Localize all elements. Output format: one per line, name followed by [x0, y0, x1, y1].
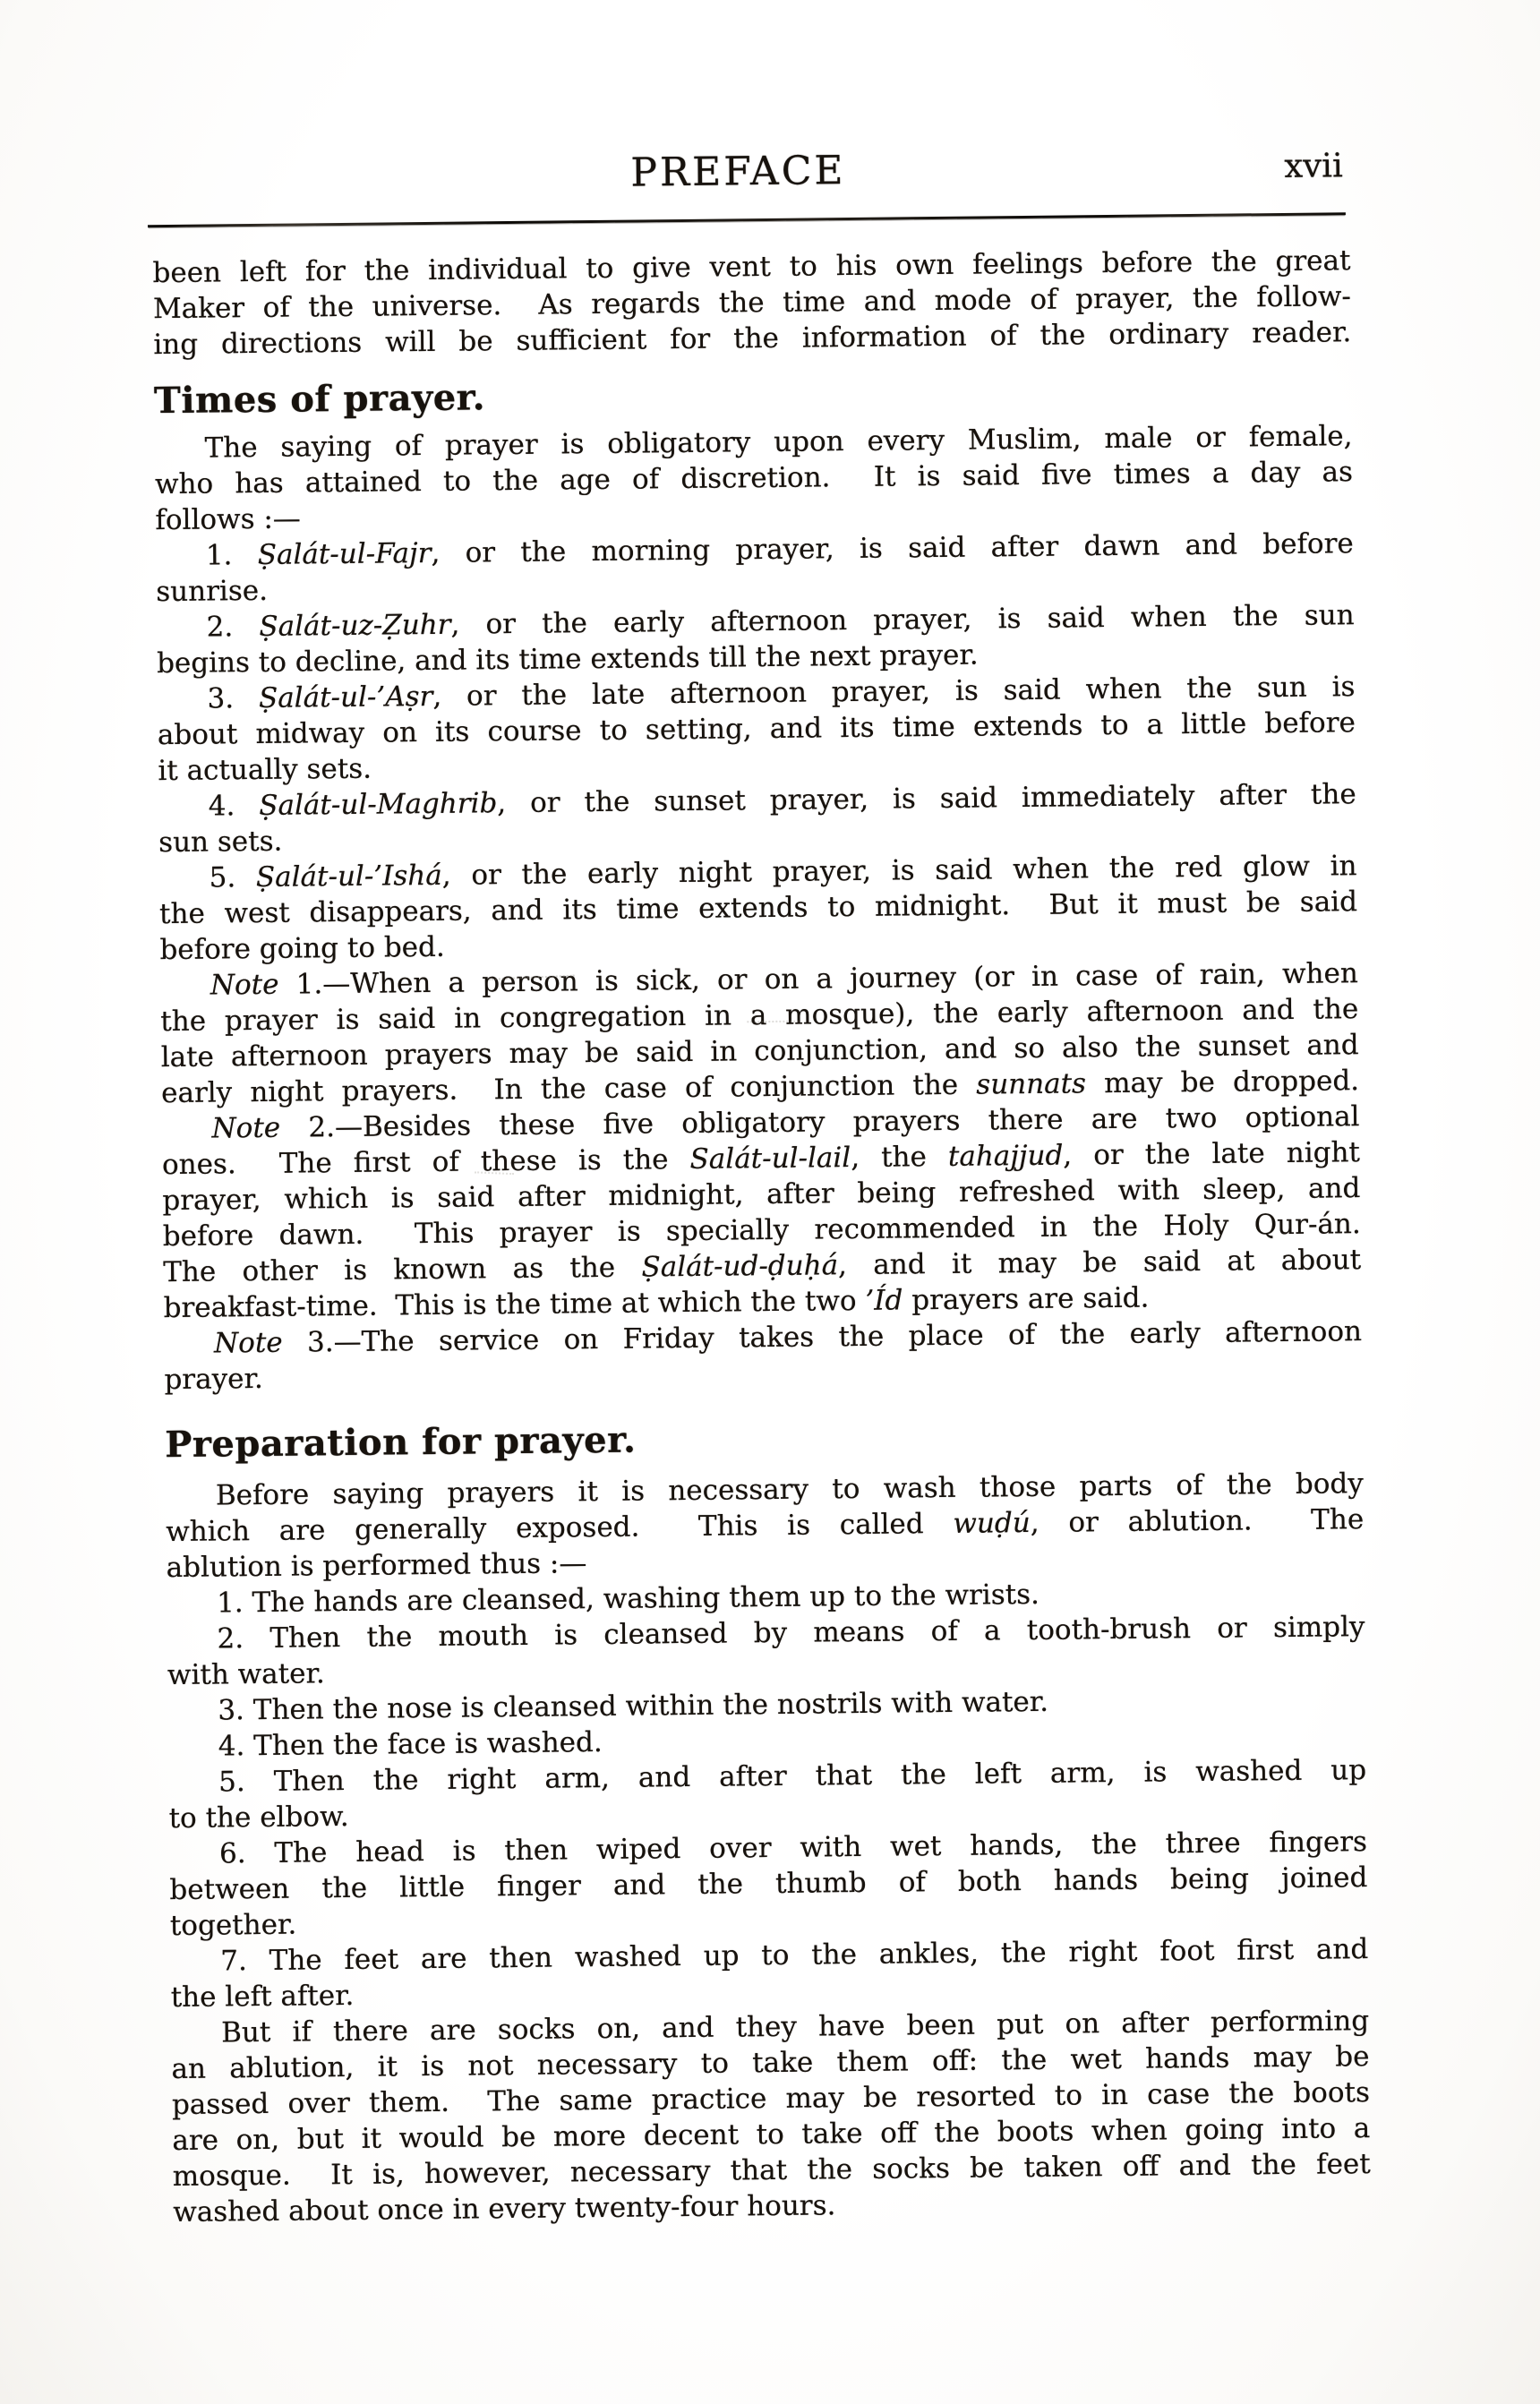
paragraph	[158, 848, 1357, 968]
text-line: which are generally exposed. This is called wuḍú, or ablution. The	[166, 1503, 1365, 1549]
text-line: 4. Then the face is washed.	[218, 1725, 603, 1763]
text-line: before dawn. This prayer is specially recommended in the Holy Qur-án.	[162, 1208, 1361, 1253]
paragraph	[169, 1824, 1368, 1944]
text-line: begins to decline, and its time extends till the next prayer.	[156, 638, 979, 680]
text-line: before going to bed.	[159, 930, 445, 967]
paragraph	[171, 2003, 1371, 2230]
text-line: ablution is performed thus :—	[166, 1547, 587, 1585]
paragraph	[166, 1466, 1365, 1586]
paragraph	[168, 1752, 1367, 1836]
section-heading: Preparation for prayer.	[165, 1418, 637, 1467]
text-line: 1. Ṣalát-ul-Fajr, or the morning prayer, is said after dawn and before	[205, 527, 1354, 572]
text-line: been left for the individual to give vent to his own feelings before the great	[152, 244, 1351, 290]
text-line: 2. Then the mouth is cleansed by means of a tooth-brush or simply	[217, 1611, 1365, 1655]
text-line: 1. The hands are cleansed, washing them up to the wrists.	[216, 1578, 1040, 1620]
text-line: 2. Ṣalát-uz-Ẓuhr, or the early afternoon prayer, is said when the sun	[206, 599, 1355, 644]
text-line: 5. Then the right arm, and after that the left arm, is washed up	[218, 1754, 1367, 1799]
page-title: PREFACE	[630, 148, 846, 196]
paragraph	[156, 597, 1355, 681]
paragraph	[154, 418, 1353, 538]
text-line: washed about once in every twenty-four hours.	[173, 2189, 836, 2229]
text-line: But if there are socks on, and they have been put on after performing	[220, 2005, 1370, 2049]
text-line: 3. Then the nose is cleansed within the nostrils with water.	[218, 1685, 1049, 1727]
paragraph	[158, 776, 1357, 860]
text-line: ing directions will be sufficient for the information of the ordinary reader.	[153, 316, 1352, 362]
text-line: Note 1.—When a person is sick, or on a journey (or in case of rain, when	[210, 957, 1358, 1002]
text-line: are on, but it would be more decent to take off the boots when going into a	[172, 2112, 1371, 2158]
text-line: Note 3.—The service on Friday takes the place of the early afternoon	[213, 1315, 1363, 1360]
text-line: it actually sets.	[158, 752, 372, 788]
text-line: sun sets.	[158, 825, 283, 860]
text-line: Maker of the universe. As regards the time and mode of prayer, the follow-	[152, 280, 1352, 326]
text-line: 6. The head is then wiped over with wet hands, the three fingers	[218, 1826, 1368, 1870]
text-line: an ablution, it is not necessary to take them off: the wet hands may be	[171, 2040, 1370, 2086]
text-line: the left after.	[170, 1979, 355, 2015]
text-line: to the elbow.	[168, 1800, 349, 1835]
text-line: the west disappears, and its time extends to midnight. But it must be said	[158, 885, 1358, 931]
paragraph	[161, 1099, 1361, 1326]
text-line: prayer, which is said after midnight, after being refreshed with sleep, and	[162, 1172, 1361, 1218]
header-rule	[148, 212, 1346, 227]
paragraph	[170, 1931, 1369, 2015]
text-line: Before saying prayers it is necessary to wash those parts of the body	[215, 1467, 1364, 1512]
text-line: the prayer is said in congregation in a mosque), the early afternoon and the	[160, 993, 1359, 1039]
text-line: early night prayers. In the case of conjunction the sunnats may be dropped.	[160, 1065, 1360, 1110]
paragraph	[156, 526, 1355, 610]
text-line: The saying of prayer is obligatory upon every Muslim, male or female,	[204, 420, 1353, 465]
paragraph	[160, 955, 1360, 1111]
text-line: ones. The first of these is the Salát-ul-lail, the tahajjud, or the late night	[161, 1136, 1361, 1182]
text-line: breakfast-time. This is the time at which the two ’Íd prayers are said.	[163, 1281, 1150, 1325]
text-line: follows :—	[155, 502, 301, 537]
page-body	[152, 243, 1371, 2230]
section-heading: Times of prayer.	[153, 376, 486, 423]
text-line: with water.	[167, 1657, 325, 1692]
paragraph	[152, 243, 1351, 363]
text-line: 3. Ṣalát-ul-’Aṣr, or the late afternoon prayer, is said when the sun is	[207, 671, 1356, 715]
text-line: about midway on its course to setting, and its time extends to a little before	[157, 706, 1356, 752]
text-line: mosque. It is, however, necessary that the socks be taken off and the feet	[172, 2148, 1371, 2194]
text-line: between the little finger and the thumb of both hands being joined	[169, 1861, 1368, 1907]
text-line: who has attained to the age of discretion. It is said five times a day as	[154, 456, 1354, 501]
text-line: sunrise.	[156, 574, 269, 609]
text-line: together.	[169, 1908, 297, 1943]
text-line: The other is known as the Ṣalát-ud-ḍuḥá, and it may be said at about	[163, 1244, 1362, 1289]
paragraph	[157, 669, 1356, 789]
text-line: late afternoon prayers may be said in conjunction, and so also the sunset and	[160, 1029, 1359, 1074]
text-line: prayer.	[164, 1362, 263, 1397]
text-line: 4. Ṣalát-ul-Maghrib, or the sunset prayer, is said immediately after the	[208, 778, 1356, 823]
text-line: 7. The feet are then washed up to the ankles, the right foot first and	[220, 1933, 1369, 1978]
text-line: Note 2.—Besides these five obligatory prayers there are two optional	[211, 1100, 1360, 1145]
paragraph	[164, 1313, 1363, 1398]
text-line: passed over them. The same practice may be resorted to in case the boots	[171, 2076, 1371, 2122]
text-line: 5. Ṣalát-ul-’Ishá, or the early night prayer, is said when the red glow in	[209, 850, 1357, 894]
page-number: xvii	[1284, 146, 1344, 185]
paragraph	[167, 1609, 1365, 1693]
